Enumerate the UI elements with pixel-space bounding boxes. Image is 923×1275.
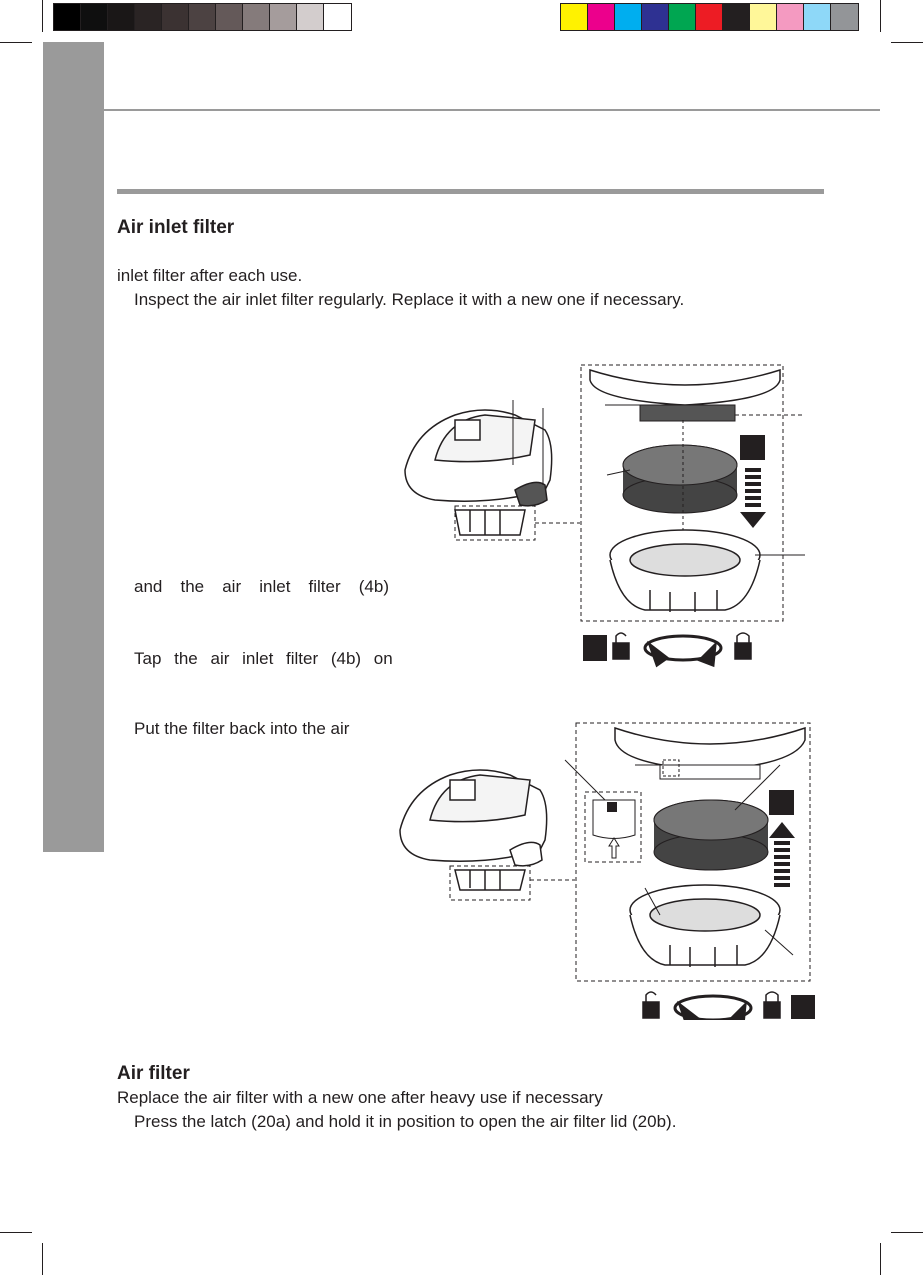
color-swatch	[723, 4, 750, 30]
header-rule	[104, 109, 880, 111]
color-swatch	[270, 4, 297, 30]
color-swatch	[108, 4, 135, 30]
color-swatch	[696, 4, 723, 30]
grayscale-color-bar	[53, 3, 352, 31]
air-inlet-filter-sponge	[654, 800, 768, 870]
inlet-text-line: Inspect the air inlet filter regularly. Replace it with a new one if necessary.	[134, 290, 685, 309]
crop-mark	[0, 42, 32, 43]
crop-mark	[880, 1243, 881, 1275]
step-text: Tap the air inlet filter (4b) on	[134, 649, 393, 668]
unlock-icon	[643, 992, 659, 1018]
color-swatch	[297, 4, 324, 30]
down-arrow-icon	[740, 468, 766, 528]
color-swatch	[615, 4, 642, 30]
color-swatch	[162, 4, 189, 30]
unlock-icon	[613, 633, 629, 659]
filter-removal-diagram	[395, 360, 815, 680]
section-rule	[117, 189, 824, 194]
air-inlet-filter-sponge	[623, 445, 737, 513]
air-filter-title: Air filter	[117, 1063, 190, 1084]
crop-mark	[891, 42, 923, 43]
color-swatch	[750, 4, 777, 30]
color-swatch	[189, 4, 216, 30]
inlet-text-line: inlet filter after each use.	[117, 266, 303, 285]
color-swatch	[243, 4, 270, 30]
rotate-arrows-icon	[645, 636, 721, 665]
step-number-box	[791, 995, 815, 1019]
color-swatch	[642, 4, 669, 30]
lock-icon	[764, 992, 780, 1018]
filter-housing	[610, 530, 760, 612]
appliance-illustration	[405, 400, 552, 535]
step-text: Put the filter back into the air	[134, 719, 350, 738]
color-swatch	[81, 4, 108, 30]
color-swatch	[669, 4, 696, 30]
appliance-illustration	[400, 770, 547, 890]
color-swatch	[216, 4, 243, 30]
color-swatch	[324, 4, 351, 30]
color-swatch	[561, 4, 588, 30]
color-swatch	[588, 4, 615, 30]
color-swatch	[135, 4, 162, 30]
color-swatch	[54, 4, 81, 30]
crop-mark	[42, 1243, 43, 1275]
crop-mark	[0, 1232, 32, 1233]
section-title: Air inlet filter	[117, 217, 235, 238]
air-filter-text-line: Press the latch (20a) and hold it in position to open the air filter lid (20b).	[134, 1112, 677, 1131]
crop-mark	[891, 1232, 923, 1233]
color-swatch	[831, 4, 858, 30]
rotate-arrows-icon	[675, 996, 751, 1020]
up-arrow-icon	[769, 822, 795, 887]
crop-mark	[880, 0, 881, 32]
filter-insertion-diagram	[395, 720, 815, 1020]
side-tab	[43, 42, 104, 852]
step-number-box	[583, 635, 607, 661]
lock-icon	[735, 633, 751, 659]
step-number-box	[740, 435, 765, 460]
step-text: and the air inlet filter (4b)	[134, 577, 389, 596]
filter-housing	[630, 885, 780, 967]
step-number-box	[769, 790, 794, 815]
air-filter-text-line: Replace the air filter with a new one after heavy use if necessary	[117, 1088, 603, 1107]
process-color-bar	[560, 3, 859, 31]
color-swatch	[804, 4, 831, 30]
crop-mark	[42, 0, 43, 32]
color-swatch	[777, 4, 804, 30]
